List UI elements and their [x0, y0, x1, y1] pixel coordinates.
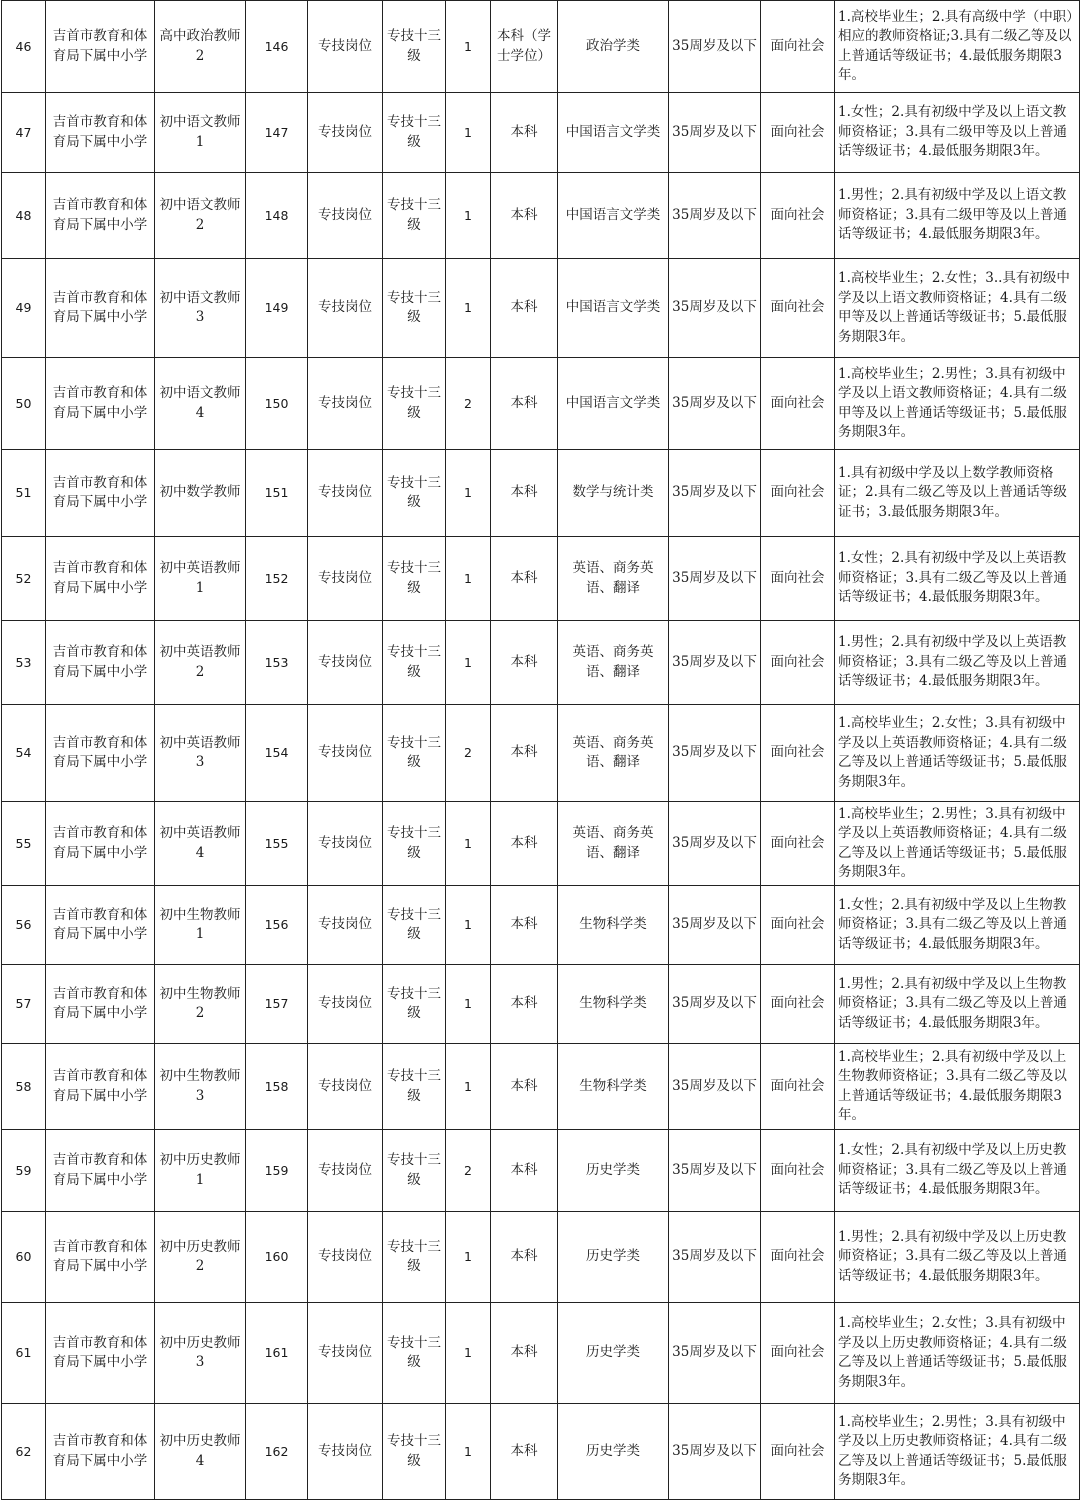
unit-name-cell: 吉首市教育和体育局下属中小学	[46, 1044, 155, 1130]
post-type-cell: 专技岗位	[308, 1130, 383, 1212]
post-code-cell: 148	[246, 173, 308, 259]
conditions-cell: 1.高校毕业生；2.女性；3..具有初级中学及以上语文教师资格证；4.具有二级甲等及以上普通话等级证书；5.最低服务期限3年。	[835, 259, 1080, 358]
post-name-cell: 初中生物教师1	[155, 886, 246, 965]
post-code-cell: 156	[246, 886, 308, 965]
age-limit-cell: 35周岁及以下	[669, 802, 761, 886]
hire-count-cell: 2	[446, 1130, 491, 1212]
post-code-cell: 159	[246, 1130, 308, 1212]
post-type-cell: 专技岗位	[308, 1404, 383, 1500]
major-cell: 英语、商务英语、翻译	[558, 705, 669, 802]
post-code-cell: 155	[246, 802, 308, 886]
conditions-cell: 1.高校毕业生；2.男性；3.具有初级中学及以上历史教师资格证；4.具有二级乙等及以上普通话等级证书；5.最低服务期限3年。	[835, 1404, 1080, 1500]
hire-count-cell: 1	[446, 259, 491, 358]
post-level-cell: 专技十三级	[383, 802, 446, 886]
table-row	[2, 1044, 1080, 1130]
post-level-cell: 专技十三级	[383, 621, 446, 705]
post-type-cell: 专技岗位	[308, 358, 383, 450]
post-code-cell: 147	[246, 93, 308, 173]
hire-count-cell: 1	[446, 621, 491, 705]
major-cell: 数学与统计类	[558, 450, 669, 537]
conditions-cell: 1.男性；2.具有初级中学及以上历史教师资格证；3.具有二级乙等及以上普通话等级证书；4.最低服务期限3年。	[835, 1212, 1080, 1303]
row-number-cell: 56	[2, 886, 46, 965]
recruit-scope-cell: 面向社会	[761, 1303, 835, 1404]
post-type-cell: 专技岗位	[308, 705, 383, 802]
recruit-scope-cell: 面向社会	[761, 259, 835, 358]
post-type-cell: 专技岗位	[308, 1, 383, 93]
post-level-cell: 专技十三级	[383, 259, 446, 358]
post-level-cell: 专技十三级	[383, 93, 446, 173]
hire-count-cell: 1	[446, 93, 491, 173]
post-level-cell: 专技十三级	[383, 1044, 446, 1130]
conditions-cell: 1.女性；2.具有初级中学及以上历史教师资格证；3.具有二级乙等及以上普通话等级证书；4.最低服务期限3年。	[835, 1130, 1080, 1212]
post-code-cell: 152	[246, 537, 308, 621]
post-name-cell: 初中历史教师2	[155, 1212, 246, 1303]
post-name-cell: 初中英语教师2	[155, 621, 246, 705]
post-type-cell: 专技岗位	[308, 450, 383, 537]
education-cell: 本科（学士学位）	[491, 1, 558, 93]
education-cell: 本科	[491, 1130, 558, 1212]
hire-count-cell: 1	[446, 1, 491, 93]
unit-name-cell: 吉首市教育和体育局下属中小学	[46, 358, 155, 450]
unit-name-cell: 吉首市教育和体育局下属中小学	[46, 1212, 155, 1303]
unit-name-cell: 吉首市教育和体育局下属中小学	[46, 93, 155, 173]
age-limit-cell: 35周岁及以下	[669, 886, 761, 965]
post-type-cell: 专技岗位	[308, 259, 383, 358]
table-row	[2, 450, 1080, 537]
education-cell: 本科	[491, 358, 558, 450]
post-level-cell: 专技十三级	[383, 1212, 446, 1303]
recruit-scope-cell: 面向社会	[761, 1044, 835, 1130]
table-row	[2, 537, 1080, 621]
conditions-cell: 1.女性；2.具有初级中学及以上语文教师资格证；3.具有二级甲等及以上普通话等级证书；4.最低服务期限3年。	[835, 93, 1080, 173]
age-limit-cell: 35周岁及以下	[669, 1044, 761, 1130]
age-limit-cell: 35周岁及以下	[669, 358, 761, 450]
table-row	[2, 965, 1080, 1044]
unit-name-cell: 吉首市教育和体育局下属中小学	[46, 1303, 155, 1404]
major-cell: 生物科学类	[558, 965, 669, 1044]
major-cell: 历史学类	[558, 1130, 669, 1212]
recruit-scope-cell: 面向社会	[761, 1130, 835, 1212]
conditions-cell: 1.高校毕业生；2.男性；3.具有初级中学及以上语文教师资格证；4.具有二级甲等及以上普通话等级证书；5.最低服务期限3年。	[835, 358, 1080, 450]
hire-count-cell: 1	[446, 1303, 491, 1404]
post-type-cell: 专技岗位	[308, 802, 383, 886]
post-level-cell: 专技十三级	[383, 537, 446, 621]
post-name-cell: 初中英语教师3	[155, 705, 246, 802]
conditions-cell: 1.男性；2.具有初级中学及以上生物教师资格证；3.具有二级乙等及以上普通话等级证书；4.最低服务期限3年。	[835, 965, 1080, 1044]
post-code-cell: 149	[246, 259, 308, 358]
row-number-cell: 47	[2, 93, 46, 173]
table-row	[2, 259, 1080, 358]
conditions-cell: 1.女性；2.具有初级中学及以上英语教师资格证；3.具有二级乙等及以上普通话等级证书；4.最低服务期限3年。	[835, 537, 1080, 621]
recruit-scope-cell: 面向社会	[761, 358, 835, 450]
post-name-cell: 初中语文教师4	[155, 358, 246, 450]
conditions-cell: 1.高校毕业生；2.男性；3.具有初级中学及以上英语教师资格证；4.具有二级乙等及以上普通话等级证书；5.最低服务期限3年。	[835, 802, 1080, 886]
major-cell: 历史学类	[558, 1303, 669, 1404]
unit-name-cell: 吉首市教育和体育局下属中小学	[46, 259, 155, 358]
unit-name-cell: 吉首市教育和体育局下属中小学	[46, 1130, 155, 1212]
unit-name-cell: 吉首市教育和体育局下属中小学	[46, 621, 155, 705]
row-number-cell: 61	[2, 1303, 46, 1404]
major-cell: 英语、商务英语、翻译	[558, 621, 669, 705]
post-name-cell: 初中历史教师4	[155, 1404, 246, 1500]
conditions-cell: 1.女性；2.具有初级中学及以上生物教师资格证；3.具有二级乙等及以上普通话等级证书；4.最低服务期限3年。	[835, 886, 1080, 965]
post-level-cell: 专技十三级	[383, 450, 446, 537]
row-number-cell: 55	[2, 802, 46, 886]
post-level-cell: 专技十三级	[383, 358, 446, 450]
post-code-cell: 151	[246, 450, 308, 537]
row-number-cell: 54	[2, 705, 46, 802]
table-body	[2, 1, 1080, 1500]
conditions-cell: 1.高校毕业生；2.具有高级中学（中职）相应的教师资格证;3.具有二级乙等及以上普通话等级证书；4.最低服务期限3年。	[835, 1, 1080, 93]
post-name-cell: 高中政治教师2	[155, 1, 246, 93]
row-number-cell: 49	[2, 259, 46, 358]
post-name-cell: 初中历史教师3	[155, 1303, 246, 1404]
row-number-cell: 51	[2, 450, 46, 537]
table-row	[2, 705, 1080, 802]
post-level-cell: 专技十三级	[383, 1404, 446, 1500]
education-cell: 本科	[491, 705, 558, 802]
post-name-cell: 初中语文教师2	[155, 173, 246, 259]
post-code-cell: 158	[246, 1044, 308, 1130]
row-number-cell: 59	[2, 1130, 46, 1212]
education-cell: 本科	[491, 1044, 558, 1130]
post-code-cell: 150	[246, 358, 308, 450]
major-cell: 中国语言文学类	[558, 173, 669, 259]
education-cell: 本科	[491, 1404, 558, 1500]
unit-name-cell: 吉首市教育和体育局下属中小学	[46, 1404, 155, 1500]
post-name-cell: 初中语文教师1	[155, 93, 246, 173]
major-cell: 生物科学类	[558, 1044, 669, 1130]
post-code-cell: 160	[246, 1212, 308, 1303]
post-type-cell: 专技岗位	[308, 621, 383, 705]
education-cell: 本科	[491, 621, 558, 705]
row-number-cell: 62	[2, 1404, 46, 1500]
row-number-cell: 53	[2, 621, 46, 705]
post-type-cell: 专技岗位	[308, 1044, 383, 1130]
post-name-cell: 初中历史教师1	[155, 1130, 246, 1212]
education-cell: 本科	[491, 537, 558, 621]
recruit-scope-cell: 面向社会	[761, 537, 835, 621]
post-code-cell: 161	[246, 1303, 308, 1404]
age-limit-cell: 35周岁及以下	[669, 1130, 761, 1212]
age-limit-cell: 35周岁及以下	[669, 1212, 761, 1303]
age-limit-cell: 35周岁及以下	[669, 93, 761, 173]
post-level-cell: 专技十三级	[383, 965, 446, 1044]
unit-name-cell: 吉首市教育和体育局下属中小学	[46, 802, 155, 886]
post-level-cell: 专技十三级	[383, 1, 446, 93]
age-limit-cell: 35周岁及以下	[669, 537, 761, 621]
conditions-cell: 1.男性；2.具有初级中学及以上英语教师资格证；3.具有二级乙等及以上普通话等级证书；4.最低服务期限3年。	[835, 621, 1080, 705]
table-row	[2, 1, 1080, 93]
hire-count-cell: 2	[446, 705, 491, 802]
post-code-cell: 153	[246, 621, 308, 705]
post-level-cell: 专技十三级	[383, 886, 446, 965]
hire-count-cell: 1	[446, 537, 491, 621]
row-number-cell: 52	[2, 537, 46, 621]
major-cell: 历史学类	[558, 1404, 669, 1500]
conditions-cell: 1.高校毕业生；2.女性；3.具有初级中学及以上英语教师资格证；4.具有二级乙等及以上普通话等级证书；5.最低服务期限3年。	[835, 705, 1080, 802]
recruit-scope-cell: 面向社会	[761, 886, 835, 965]
major-cell: 英语、商务英语、翻译	[558, 537, 669, 621]
recruit-scope-cell: 面向社会	[761, 173, 835, 259]
major-cell: 生物科学类	[558, 886, 669, 965]
row-number-cell: 60	[2, 1212, 46, 1303]
recruit-scope-cell: 面向社会	[761, 705, 835, 802]
table-row	[2, 1130, 1080, 1212]
age-limit-cell: 35周岁及以下	[669, 621, 761, 705]
recruit-scope-cell: 面向社会	[761, 450, 835, 537]
major-cell: 政治学类	[558, 1, 669, 93]
unit-name-cell: 吉首市教育和体育局下属中小学	[46, 450, 155, 537]
table-row	[2, 173, 1080, 259]
post-level-cell: 专技十三级	[383, 173, 446, 259]
conditions-cell: 1.高校毕业生；2.女性；3.具有初级中学及以上历史教师资格证；4.具有二级乙等及以上普通话等级证书；5.最低服务期限3年。	[835, 1303, 1080, 1404]
hire-count-cell: 1	[446, 450, 491, 537]
table-row	[2, 1404, 1080, 1500]
major-cell: 英语、商务英语、翻译	[558, 802, 669, 886]
row-number-cell: 50	[2, 358, 46, 450]
table-row	[2, 358, 1080, 450]
hire-count-cell: 1	[446, 173, 491, 259]
post-name-cell: 初中生物教师3	[155, 1044, 246, 1130]
major-cell: 历史学类	[558, 1212, 669, 1303]
age-limit-cell: 35周岁及以下	[669, 705, 761, 802]
post-code-cell: 146	[246, 1, 308, 93]
post-type-cell: 专技岗位	[308, 886, 383, 965]
recruit-scope-cell: 面向社会	[761, 965, 835, 1044]
unit-name-cell: 吉首市教育和体育局下属中小学	[46, 1, 155, 93]
post-name-cell: 初中英语教师1	[155, 537, 246, 621]
recruit-scope-cell: 面向社会	[761, 1, 835, 93]
age-limit-cell: 35周岁及以下	[669, 259, 761, 358]
unit-name-cell: 吉首市教育和体育局下属中小学	[46, 965, 155, 1044]
hire-count-cell: 1	[446, 1044, 491, 1130]
post-type-cell: 专技岗位	[308, 173, 383, 259]
row-number-cell: 57	[2, 965, 46, 1044]
education-cell: 本科	[491, 173, 558, 259]
age-limit-cell: 35周岁及以下	[669, 965, 761, 1044]
recruit-scope-cell: 面向社会	[761, 621, 835, 705]
post-type-cell: 专技岗位	[308, 1303, 383, 1404]
post-level-cell: 专技十三级	[383, 1130, 446, 1212]
unit-name-cell: 吉首市教育和体育局下属中小学	[46, 173, 155, 259]
table-row	[2, 93, 1080, 173]
recruit-scope-cell: 面向社会	[761, 1404, 835, 1500]
recruitment-table	[1, 0, 1080, 1500]
recruit-scope-cell: 面向社会	[761, 802, 835, 886]
major-cell: 中国语言文学类	[558, 358, 669, 450]
row-number-cell: 46	[2, 1, 46, 93]
unit-name-cell: 吉首市教育和体育局下属中小学	[46, 537, 155, 621]
table-row	[2, 1212, 1080, 1303]
unit-name-cell: 吉首市教育和体育局下属中小学	[46, 886, 155, 965]
table-row	[2, 621, 1080, 705]
education-cell: 本科	[491, 965, 558, 1044]
post-name-cell: 初中语文教师3	[155, 259, 246, 358]
education-cell: 本科	[491, 93, 558, 173]
education-cell: 本科	[491, 1212, 558, 1303]
table-row	[2, 802, 1080, 886]
recruit-scope-cell: 面向社会	[761, 93, 835, 173]
post-type-cell: 专技岗位	[308, 93, 383, 173]
hire-count-cell: 1	[446, 1212, 491, 1303]
education-cell: 本科	[491, 886, 558, 965]
age-limit-cell: 35周岁及以下	[669, 450, 761, 537]
post-code-cell: 157	[246, 965, 308, 1044]
education-cell: 本科	[491, 259, 558, 358]
hire-count-cell: 1	[446, 965, 491, 1044]
recruit-scope-cell: 面向社会	[761, 1212, 835, 1303]
age-limit-cell: 35周岁及以下	[669, 1404, 761, 1500]
post-type-cell: 专技岗位	[308, 965, 383, 1044]
row-number-cell: 58	[2, 1044, 46, 1130]
table-row	[2, 1303, 1080, 1404]
unit-name-cell: 吉首市教育和体育局下属中小学	[46, 705, 155, 802]
education-cell: 本科	[491, 1303, 558, 1404]
education-cell: 本科	[491, 802, 558, 886]
row-number-cell: 48	[2, 173, 46, 259]
hire-count-cell: 2	[446, 358, 491, 450]
post-code-cell: 154	[246, 705, 308, 802]
post-name-cell: 初中数学教师	[155, 450, 246, 537]
conditions-cell: 1.具有初级中学及以上数学教师资格证；2.具有二级乙等及以上普通话等级证书；3.最低服务期限3年。	[835, 450, 1080, 537]
table-row	[2, 886, 1080, 965]
hire-count-cell: 1	[446, 802, 491, 886]
post-level-cell: 专技十三级	[383, 705, 446, 802]
major-cell: 中国语言文学类	[558, 259, 669, 358]
age-limit-cell: 35周岁及以下	[669, 1, 761, 93]
post-name-cell: 初中生物教师2	[155, 965, 246, 1044]
post-name-cell: 初中英语教师4	[155, 802, 246, 886]
hire-count-cell: 1	[446, 886, 491, 965]
age-limit-cell: 35周岁及以下	[669, 173, 761, 259]
major-cell: 中国语言文学类	[558, 93, 669, 173]
conditions-cell: 1.高校毕业生；2.具有初级中学及以上生物教师资格证；3.具有二级乙等及以上普通话等级证书；4.最低服务期限3年。	[835, 1044, 1080, 1130]
post-level-cell: 专技十三级	[383, 1303, 446, 1404]
education-cell: 本科	[491, 450, 558, 537]
post-code-cell: 162	[246, 1404, 308, 1500]
age-limit-cell: 35周岁及以下	[669, 1303, 761, 1404]
post-type-cell: 专技岗位	[308, 1212, 383, 1303]
conditions-cell: 1.男性；2.具有初级中学及以上语文教师资格证；3.具有二级甲等及以上普通话等级证书；4.最低服务期限3年。	[835, 173, 1080, 259]
post-type-cell: 专技岗位	[308, 537, 383, 621]
hire-count-cell: 1	[446, 1404, 491, 1500]
